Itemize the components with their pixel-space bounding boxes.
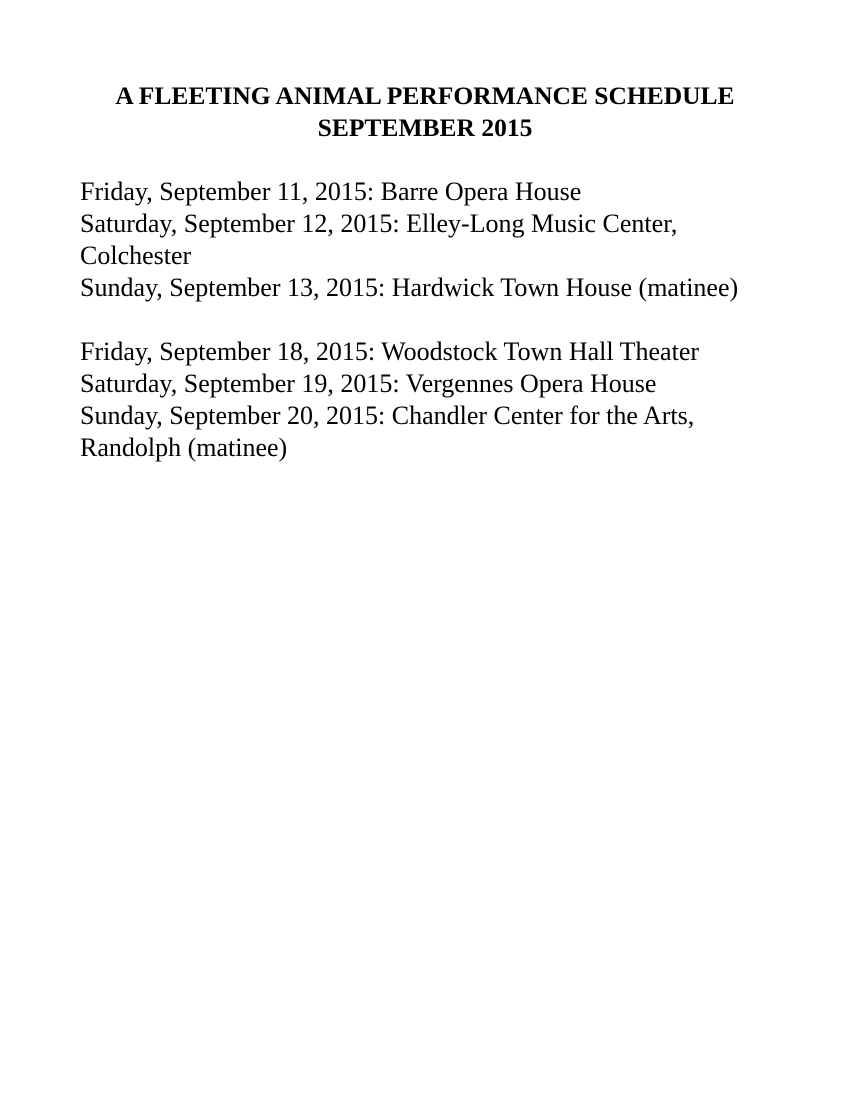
schedule-entry: Friday, September 11, 2015: Barre Opera House: [80, 177, 582, 206]
week-2-list: [80, 336, 760, 464]
schedule-entry: Sunday, September 13, 2015: Hardwick Town House (matinee): [80, 273, 739, 302]
title-line-1: A FLEETING ANIMAL PERFORMANCE SCHEDULE: [115, 81, 735, 110]
performance-schedule: [80, 176, 760, 464]
schedule-entry: Saturday, September 12, 2015: Elley-Long Music Center, Colchester: [80, 209, 678, 270]
page-title: [0, 80, 850, 144]
title-line-2: SEPTEMBER 2015: [317, 113, 533, 142]
schedule-entry: Sunday, September 20, 2015: Chandler Center for the Arts, Randolph (matinee): [80, 401, 695, 462]
schedule-entry: Saturday, September 19, 2015: Vergennes Opera House: [80, 369, 657, 398]
week-1-list: [80, 176, 760, 304]
schedule-entry: Friday, September 18, 2015: Woodstock Town Hall Theater: [80, 337, 700, 366]
